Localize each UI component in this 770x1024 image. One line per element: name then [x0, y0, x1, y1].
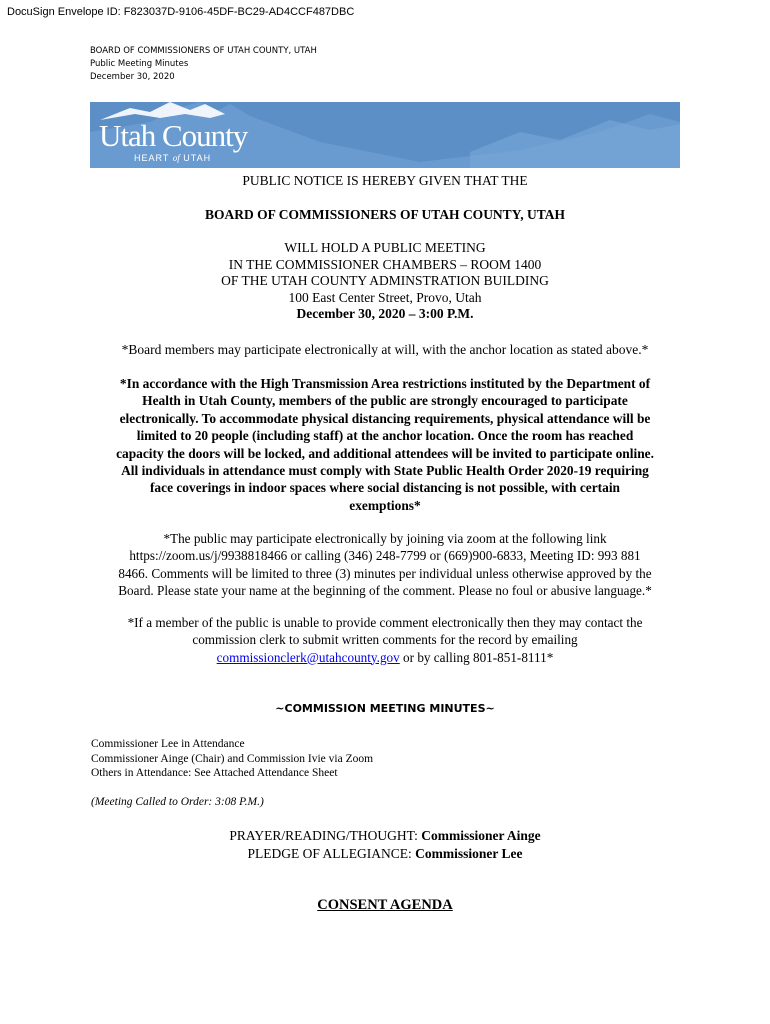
called-to-order: (Meeting Called to Order: 3:08 P.M.) — [91, 796, 264, 808]
logo-title: Utah County — [99, 118, 248, 153]
clerk-email-link[interactable]: commissionclerk@utahcounty.gov — [216, 649, 400, 665]
header-date: December 30, 2020 — [90, 72, 175, 82]
building-line: OF THE UTAH COUNTY ADMINSTRATION BUILDING — [221, 273, 549, 288]
pledge-line: PLEDGE OF ALLEGIANCE: Commissioner Lee — [247, 846, 523, 861]
header-doc-type: Public Meeting Minutes — [90, 59, 189, 69]
consent-agenda-heading: CONSENT AGENDA — [317, 897, 453, 913]
will-hold-line: WILL HOLD A PUBLIC MEETING — [284, 240, 486, 255]
board-title: BOARD OF COMMISSIONERS OF UTAH COUNTY, UTAH — [205, 207, 565, 222]
attendance-list — [91, 737, 373, 781]
meeting-location-block — [88, 240, 682, 323]
zoom-participation-paragraph: *The public may participate electronically by joining via zoom at the following link https://zoom.us/j/9938818466 or calling (346) 248-7799 or (669)900-6833, Meeting ID: 993 881 8466. Comments will be limited to three (3) minutes per individual unless otherwise approved by the Board. Please state your name at the beginning of the comment. Please no foul or abusive language.* — [118, 531, 652, 598]
attendance-line: Others in Attendance: See Attached Attendance Sheet — [91, 767, 338, 779]
notice-intro: PUBLIC NOTICE IS HEREBY GIVEN THAT THE — [242, 173, 528, 188]
restrictions-paragraph: *In accordance with the High Transmission Area restrictions instituted by the Department of Health in Utah County, members of the public are strongly encouraged to participate electronically. To accommodate physical distancing requirements, physical attendance will be limited to 20 people (including staff) at the anchor location. Once the room has reached capacity the doors will be locked, and additional attendees will be invited to participate online. All individuals in attendance must comply with State Public Health Order 2020-19 requiring face coverings in indoor spaces where social distancing is not possible, with certain exemptions* — [116, 376, 654, 513]
header-board-name: BOARD OF COMMISSIONERS OF UTAH COUNTY, UTAH — [90, 46, 317, 56]
attendance-line: Commissioner Ainge (Chair) and Commission Ivie via Zoom — [91, 752, 374, 765]
logo-subtitle: HEART of UTAH — [134, 153, 212, 163]
document-header — [90, 45, 317, 84]
electronic-participation-note: *Board members may participate electronically at will, with the anchor location as stated above.* — [121, 342, 649, 357]
prayer-line: PRAYER/READING/THOUGHT: Commissioner Ainge — [229, 828, 541, 843]
chambers-line: IN THE COMMISSIONER CHAMBERS – ROOM 1400 — [228, 256, 542, 272]
attendance-line: Commissioner Lee in Attendance — [91, 738, 245, 750]
contact-paragraph: *If a member of the public is unable to provide comment electronically then they may contact the commission clerk to submit written comments for the record by emailing commissionclerk@utahcounty.gov or by calling 801-851-8111* — [127, 615, 643, 665]
docusign-envelope-id: DocuSign Envelope ID: F823037D-9106-45DF-BC29-AD4CCF487DBC — [7, 6, 355, 18]
address-line: 100 East Center Street, Provo, Utah — [288, 289, 482, 305]
utah-county-logo-banner — [90, 102, 680, 168]
minutes-heading: ~COMMISSION MEETING MINUTES~ — [275, 702, 495, 715]
meeting-datetime: December 30, 2020 – 3:00 P.M. — [296, 306, 474, 321]
